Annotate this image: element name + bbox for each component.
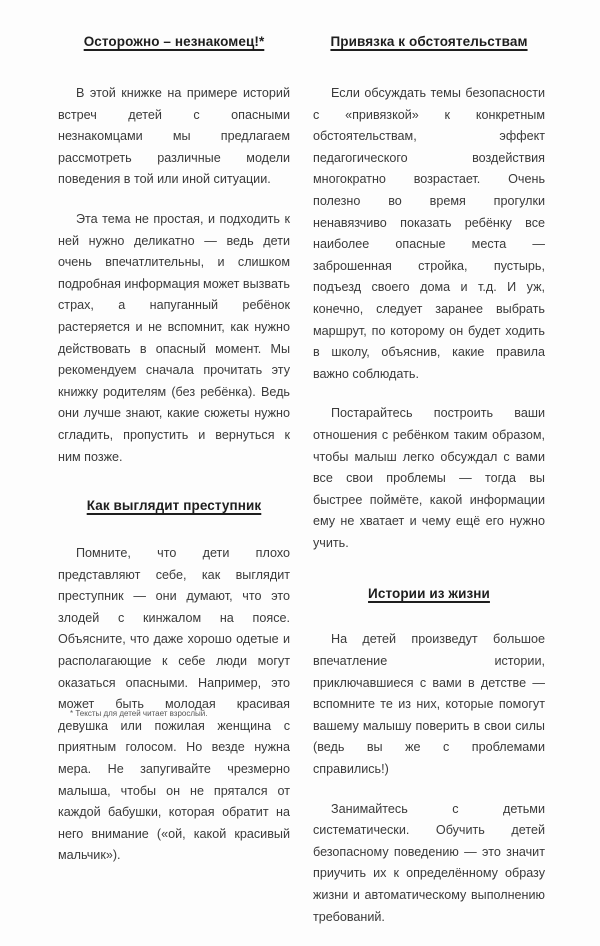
right-column [313,0,545,946]
heading-binding-circumstances: Привязка к обстоятельствам [330,34,528,49]
heading-caution-stranger: Осторожно – незнакомец!* [83,34,265,49]
heading-life-stories: Истории из жизни [368,586,490,602]
paragraph-binding-circumstances: Если обсуждать темы безопасности с «привязкой» к конкретным обстоятельствам, эффект педагогического воздействия многократно возрастает. Очень полезно во время прогулки ненавязчиво показать ребёнку все наиболее опасные места — заброшенная стройка, пустырь, подъезд своего дома и т.д. И уж, конечно, следует заранее выбрать маршрут, по которому он будет ходить в школу, объяснив, какие правила важно соблюдать. [313,86,545,381]
paragraph-relationship: Постарайтесь построить ваши отношения с ребёнком таким образом, чтобы малыш легко обсуждал с вами все свои проблемы — тогда вы быстрее поймёте, какой информации ему не хватает и чему ещё его нужно учить. [313,406,545,550]
left-column [58,0,290,885]
heading-criminal-appearance: Как выглядит преступник [86,498,262,514]
paragraph-intro: В этой книжке на примере историй встреч детей с опасными незнакомцами мы предлагаем рассмотреть различные модели поведения в той или иной ситуации. [58,86,290,187]
paragraph-life-stories: На детей произведут большое впечатление истории, приключавшиеся с вами в детстве — вспомните те из них, которые помогут вашему малышу поверить в свои силы (ведь вы же с проблемами справились!) [313,632,545,777]
paragraph-systematic: Занимайтесь с детьми систематически. Обучить детей безопасному поведению — это значит приучить их к определённому образу жизни и автоматическому выполнению требований. [313,801,545,924]
paragraph-criminal-appearance: Помните, что дети плохо представляют себе, как выглядит преступник — они думают, что это злодей с кинжалом на поясе. Объясните, что даже хорошо одетые и располагающие к себе люди могут оказаться опасными. Например, это может быть молодая красивая девушка или пожилая женщина с приятным голосом. Но везде нужна мера. Не запугивайте чрезмерно малыша, чтобы он не прятался от каждой бабушки, которая обратит на него внимание («ой, какой красивый мальчик»). [58,546,290,863]
footnote: * Тексты для детей читает взрослый. [70,709,208,718]
paragraph-delicate-topic: Эта тема не простая, и подходить к ней нужно деликатно — ведь дети очень впечатлительны, и слишком подробная информация может вызвать страх, а напуганный ребёнок растеряется и не вспомнит, как нужно действовать в опасный момент. Мы рекомендуем сначала прочитать эту книжку родителям (без ребёнка). Ведь они лучше знают, какие сюжеты нужно сгладить, пропустить и вернуться к ним позже. [58,211,290,464]
